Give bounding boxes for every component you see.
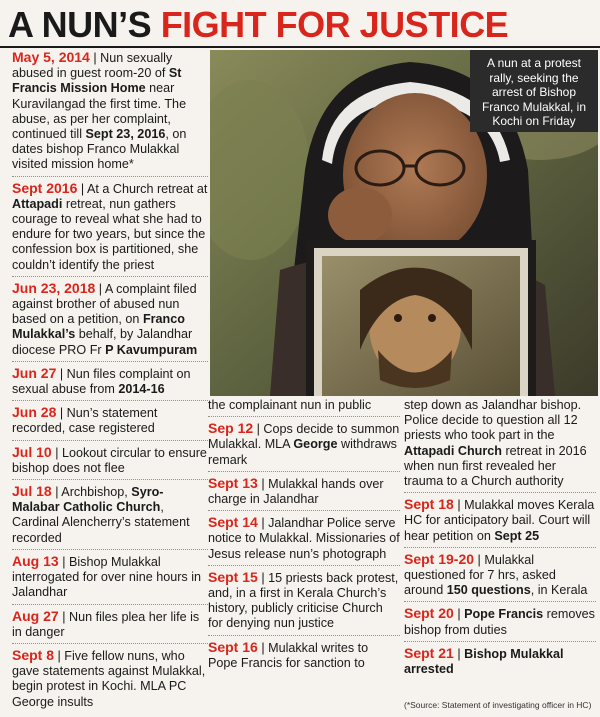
timeline-column-3	[404, 398, 596, 684]
timeline-entry: Sept 15 | 15 priests back protest, and, in a first in Kerala Church’s history, publicly criticise Church for denying nun justice	[208, 570, 400, 636]
headline-part-1: A NUN’S	[8, 4, 161, 45]
protest-photo	[210, 50, 598, 396]
photo-caption: A nun at a protest rally, seeking the arrest of Bishop Franco Mulakkal, in Kochi on Friday	[470, 50, 598, 132]
timeline-entry: Sept 21 | Bishop Mulakkal arrested	[404, 644, 564, 677]
timeline-entry: Jul 18 | Archbishop, Syro-Malabar Catholic Church, Cardinal Alencherry’s statement recorded	[12, 484, 208, 550]
timeline-entry: Sept 20 | Pope Francis removes bishop from duties	[404, 606, 596, 641]
timeline-entry: Sept 16 | Mulakkal writes to Pope Francis for sanction to	[208, 638, 369, 670]
timeline-entry: Aug 13 | Bishop Mulakkal interrogated for over nine hours in Jalandhar	[12, 554, 208, 605]
headline-part-2: FIGHT FOR JUSTICE	[160, 4, 509, 45]
timeline-entry-continued: step down as Jalandhar bishop. Police decide to question all 12 priests who took part in the Attapadi Church retreat in 2016 when nun first revealed her trauma to a Church authority	[404, 398, 596, 493]
timeline-entry: Sept 2016 | At a Church retreat at Attapadi retreat, nun gathers courage to reveal what she had to endure for two years, but since the confession box is partitioned, she couldn’t identify the priest	[12, 181, 208, 277]
timeline-entry: Sept 19-20 | Mulakkal questioned for 7 hrs, asked around 150 questions, in Kerala	[404, 552, 596, 603]
timeline-entry-continued: the complainant nun in public	[208, 398, 400, 417]
headline-rule	[0, 46, 600, 48]
timeline-entry: Jun 28 | Nun’s statement recorded, case registered	[12, 405, 208, 440]
timeline-entry: Sept 8 | Five fellow nuns, who gave statements against Mulakkal, begin protest in Kochi. MLA PC George insults	[12, 646, 206, 709]
timeline-entry: Sep 12 | Cops decide to summon Mulakkal. MLA George withdraws remark	[208, 421, 400, 472]
source-note: (*Source: Statement of investigating officer in HC)	[404, 700, 592, 710]
headline	[8, 4, 596, 46]
timeline-entry: Jul 10 | Lookout circular to ensure bishop does not flee	[12, 445, 208, 480]
timeline-entry: Jun 23, 2018 | A complaint filed against brother of abused nun based on a petition, on Franco Mulakkal’s behalf, by Jalandhar diocese PRO Fr P Kavumpuram	[12, 281, 208, 362]
timeline-column-1	[12, 50, 208, 717]
timeline-entry: Jun 27 | Nun files complaint on sexual abuse from 2014-16	[12, 366, 208, 401]
timeline-entry: Sept 13 | Mulakkal hands over charge in Jalandhar	[208, 476, 400, 511]
timeline-entry: Aug 27 | Nun files plea her life is in danger	[12, 609, 208, 644]
timeline-column-2	[208, 398, 400, 678]
timeline-entry: Sept 18 | Mulakkal moves Kerala HC for anticipatory bail. Court will hear petition on Sept 25	[404, 497, 596, 548]
timeline-entry: May 5, 2014 | Nun sexually abused in guest room-20 of St Francis Mission Home near Kuravilangad the first time. The abuse, as per her complaint, continued till Sept 23, 2016, on dates bishop Franco Mulakkal visited mission home*	[12, 50, 208, 177]
timeline-entry: Sept 14 | Jalandhar Police serve notice to Mulakkal. Missionaries of Jesus release nun’s photograph	[208, 515, 400, 566]
